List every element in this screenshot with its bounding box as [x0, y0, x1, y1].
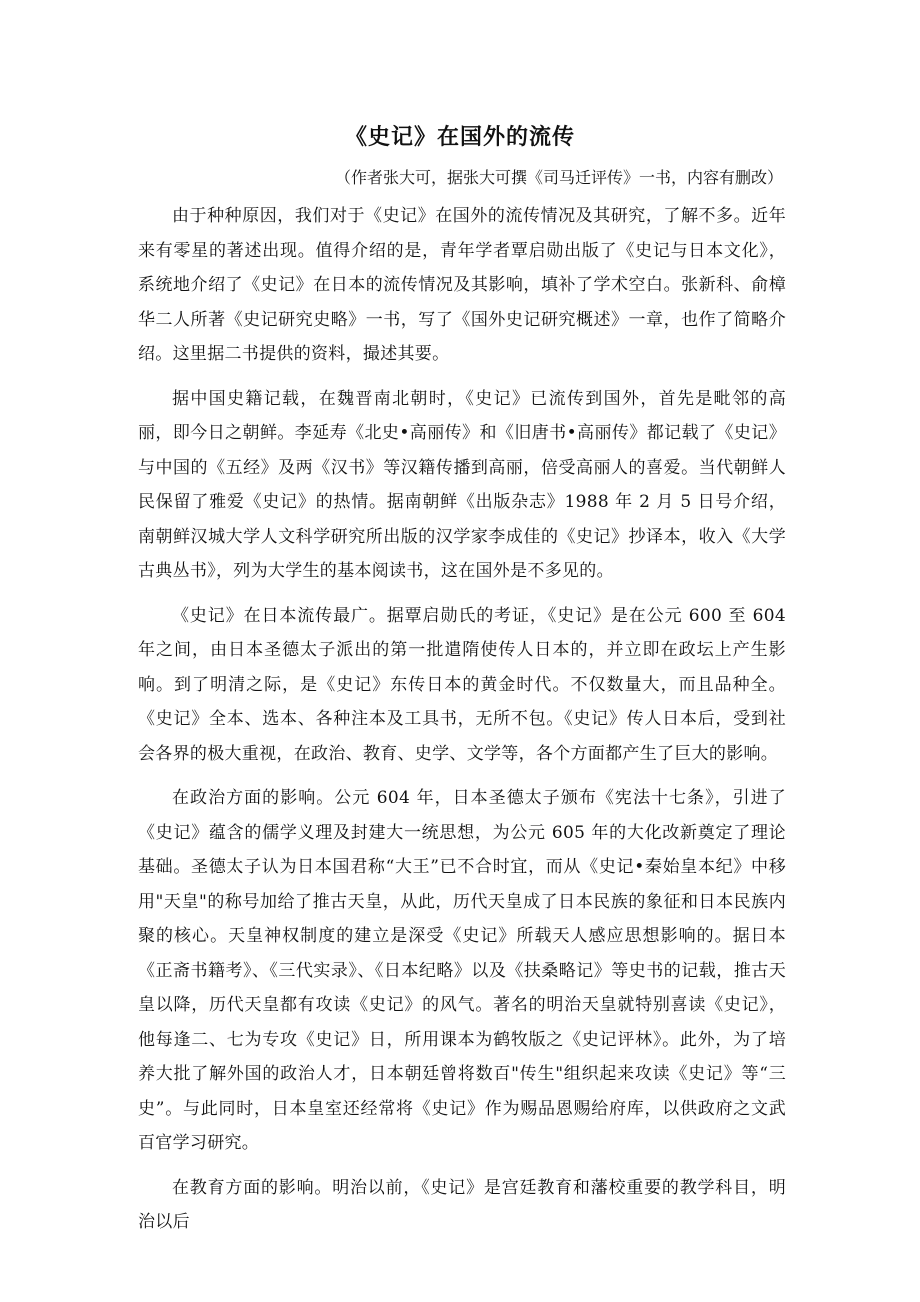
document-title: 《史记》在国外的流传: [344, 124, 575, 150]
document-body: [138, 199, 786, 1250]
paragraph-korea: 据中国史籍记载，在魏晋南北朝时，《史记》已流传到国外，首先是毗邻的高丽，即今日之朝鲜。李延寿《北史•高丽传》和《旧唐书•高丽传》都记载了《史记》与中国的《五经》及两《汉书》等汉籍传播到高丽，倍受高丽人的喜爱。当代朝鲜人民保留了雅爱《史记》的热情。据南朝鲜《出版杂志》1988 年 2 月 5 日号介绍，南朝鲜汉城大学人文科学研究所出版的汉学家李成佳的《史记》抄译本，收入《大学古典丛书》，列为大学生的基本阅读书，这在国外是不多见的。: [138, 388, 786, 581]
paragraph-intro: 由于种种原因，我们对于《史记》在国外的流传情况及其研究，了解不多。近年来有零星的著述出现。值得介绍的是，青年学者覃启勋出版了《史记与日本文化》，系统地介绍了《史记》在日本的流传情况及其影响，填补了学术空白。张新科、俞樟华二人所著《史记研究史略》一书，写了《国外史记研究概述》一章，也作了简略介绍。这里据二书提供的资料，撮述其要。: [138, 206, 786, 364]
paragraph-politics: 在政治方面的影响。公元 604 年，日本圣德太子颁布《宪法十七条》，引进了《史记》蕴含的儒学义理及封建大一统思想，为公元 605 年的大化改新奠定了理论基础。圣德太子认为日本国君称“大王”已不合时宜，而从《史记•秦始皇本纪》中移用"天皇"的称号加给了推古天皇，从此，历代天皇成了日本民族的象征和日本民族内聚的核心。天皇神权制度的建立是深受《史记》所载天人感应思想影响的。据日本《正斋书籍考》、《三代实录》、《日本纪略》以及《扶桑略记》等史书的记载，推古天皇以降，历代天皇都有攻读《史记》的风气。著名的明治天皇就特别喜读《史记》，他每逢二、七为专攻《史记》日，所用课本为鹤牧版之《史记评林》。此外，为了培养大批了解外国的政治人才，日本朝廷曾将数百"传生"组织起来攻读《史记》等“三史”。与此同时，日本皇室还经常将《史记》作为赐品恩赐给府库，以供政府之文武百官学习研究。: [138, 788, 786, 1153]
paragraph-japan: 《史记》在日本流传最广。据覃启勋氏的考证，《史记》是在公元 600 至 604 年之间，由日本圣德太子派出的第一批遣隋使传人日本的，并立即在政坛上产生影响。到了明清之际，是《史记》东传日本的黄金时代。不仅数量大，而且品种全。《史记》全本、选本、各种注本及工具书，无所不包。《史记》传人日本后，受到社会各界的极大重视，在政治、教育、史学、文学等，各个方面都产生了巨大的影响。: [138, 605, 786, 764]
document-subtitle: （作者张大可，据张大可撰《司马迁评传》一书，内容有删改）: [334, 168, 783, 187]
paragraph-education: 在教育方面的影响。明治以前，《史记》是宫廷教育和藩校重要的教学科目，明治以后: [138, 1177, 786, 1232]
